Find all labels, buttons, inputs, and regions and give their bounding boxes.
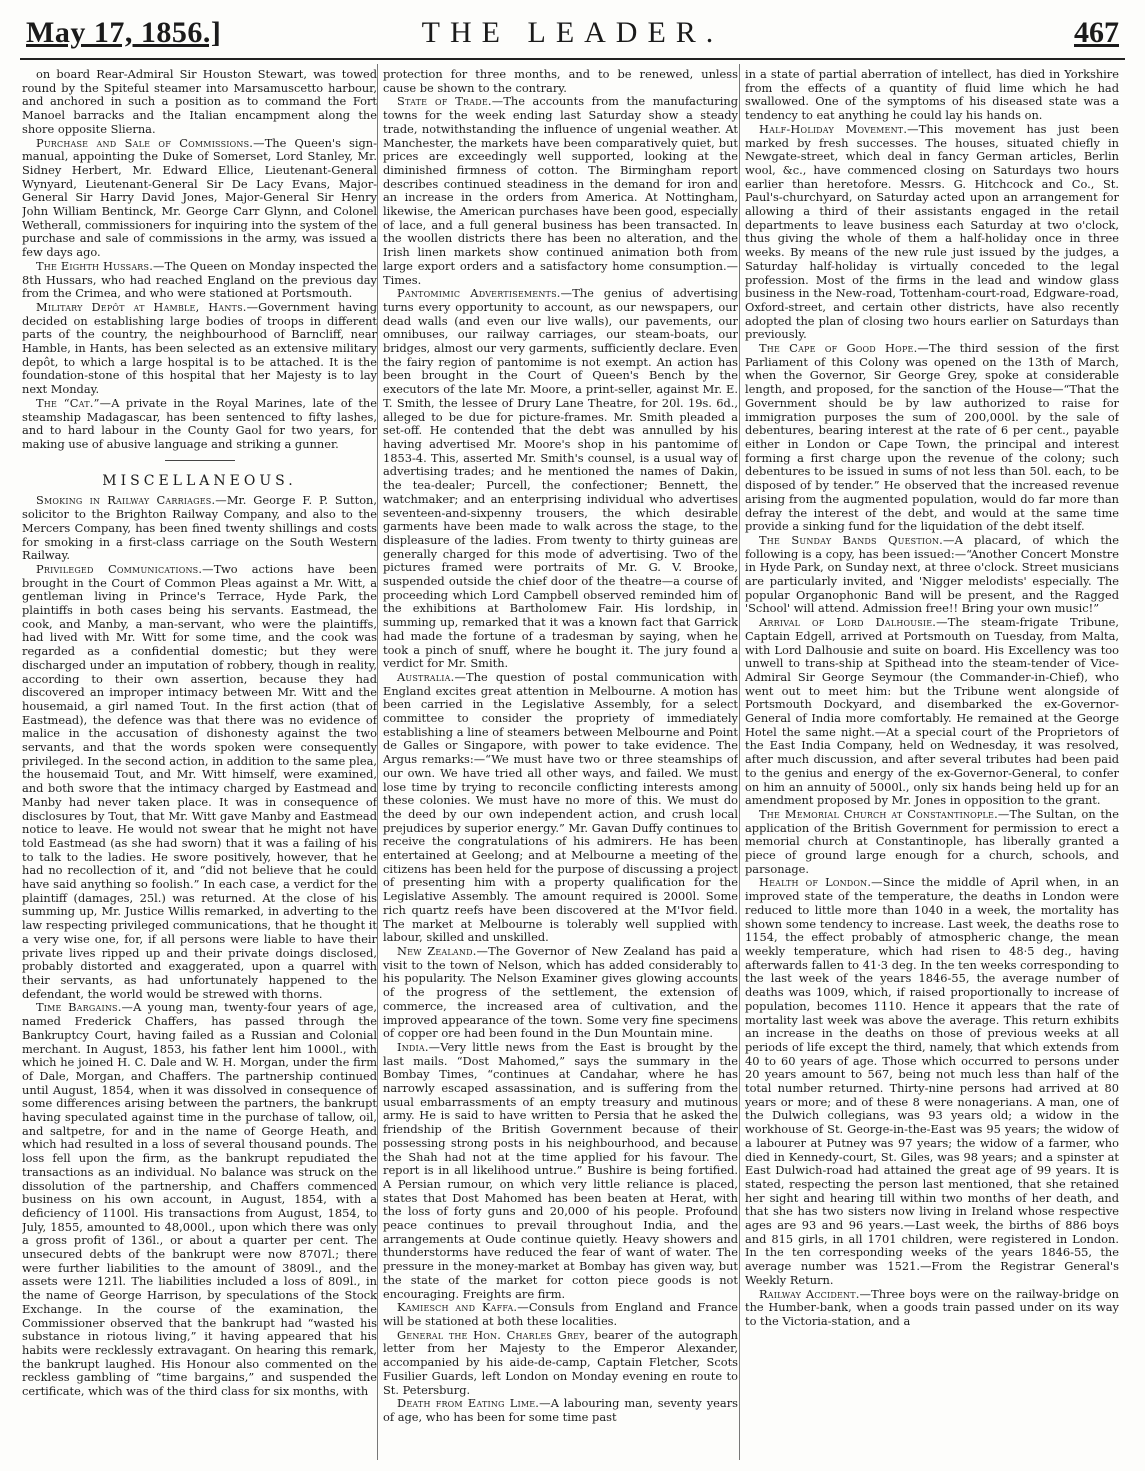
article-text: A young man, twenty-four years of age, named Frederick Chaffers, has passed through the Bankruptcy Court, having failed as a Russian and Colonial merchant. In August, 1853, his father lent him 1000l., with which he joined H. C. Dale and W. H. Morgan, under the firm of Dale, Morgan, and Chaffers. The partnership continued until August, 1854, when it was dissolved in consequence of some differences arising between the partners, the bankrupt having speculated against time in the purchase of tallow, oil, and saltpetre, for and in the name of George Heath, and which had resulted in a loss of several thousand pounds. The loss fell upon the firm, as the bankrupt repudiated the transactions as an individual. No balance was struck on the dissolution of the partnership, and Chaffers commenced business on his own account, in August, 1854, with a deficiency of 1100l. His transactions from August, 1854, to July, 1855, amounted to 48,000l., upon which there was only a gross profit of 136l., or about a quarter per cent. The unsecured debts of the bankrupt were now 8707l.; there were further liabilities to the amount of 3809l., and the assets were 121l. The liabilities included a loss of 809l., in the name of George Harrison, by speculations of the Stock Exchange. In the course of the examination, the Commissioner observed that the bankrupt had “wasted his substance in riotous living,” it having appeared that his habits were recklessly extravagant. On hearing this remark, the bankrupt laughed. His Honour also commented on the reckless gambling of “time bargains,” and suspended the certificate, which was of the third class for six months, with [22, 1000, 377, 1399]
article-text: A labouring man, seventy years of age, who has been for some time past [383, 1396, 738, 1424]
article-paragraph [383, 671, 738, 945]
article-heading: Australia.— [397, 669, 467, 684]
article-paragraph [745, 808, 1119, 877]
article-heading: Time Bargains.— [36, 1000, 134, 1015]
article-paragraph [745, 1288, 1119, 1329]
article-paragraph [22, 397, 377, 452]
column-divider [377, 64, 378, 1460]
article-heading: Half-Holiday Movement.— [759, 121, 919, 136]
article-heading: The Eighth Hussars.— [36, 258, 165, 273]
article-text: Since the middle of April when, in an improved state of the temperature, the deaths in London were reduced to little more than 1040 in a week, the mortality has shown some tendency to increase. Last week, the deaths rose to 1154, the effect probably of atmospheric change, the mean weekly temperature, which had risen to 48·5 deg., having afterwards fallen to 41·3 deg. In the ten weeks corresponding to the last week of the years 1846-55, the average number of deaths was 1009, which, if raised proportionally to increase of population, becomes 1110. Hence it appears that the rate of mortality last week was above the average. This return exhibits an increase in the deaths on those of previous weeks at all periods of life except the third, namely, that which extends from 40 to 60 years of age. Those which occurred to persons under 20 years amount to 567, being not much less than half of the total number returned. Thirty-nine persons had arrived at 80 years or more; and of these 8 were nonagerians. A man, one of the Dulwich collegians, was 93 years old; a widow in the workhouse of St. George-in-the-East was 95 years; the widow of a labourer at Putney was 97 years; the widow of a farmer, who died in Kennedy-court, St. Giles, was 98 years; and a spinster at East Dulwich-road had attained the great age of 99 years. It is stated, respecting the person last mentioned, that she retained her sight and hearing till within two months of her death, and that she has two sisters now living in Ireland whose respective ages are 93 and 96 years.—Last week, the births of 886 boys and 815 girls, in all 1701 children, were registered in London. In the ten corresponding weeks of the years 1846-55, the average number was 1521.—From the Registrar General's Weekly Return. [745, 875, 1119, 1287]
article-heading: Military Depôt at Hamble, Hants.— [36, 299, 259, 314]
article-paragraph [745, 876, 1119, 1287]
article-text: The steam-frigate Tribune, Captain Edgell, arrived at Portsmouth on Tuesday, from Malta, with Lord Dalhousie and suite on board. His Excellency was too unwell to trans-ship at Spithead into the steam-tender of Vice-Admiral Sir George Seymour (the Commander-in-Chief), who went out to meet him: but the Tribune went alongside of Portsmouth Dockyard, and disembarked the ex-Governor-General of India more comfortably. He remained at the George Hotel the same night.—At a special court of the Proprietors of the East India Company, held on Wednesday, it was resolved, after much discussion, and after several tributes had been paid to the genius and energy of the ex-Governor-General, to confer on him an annuity of 5000l., only six hands being held up for an amendment proposed by Mr. Jones in opposition to the grant. [745, 615, 1119, 808]
article-text: The question of postal communication with England excites great attention in Melbourne. A motion has been carried in the Legislative Assembly, for a select committee to consider the propriety of immediately establishing a line of steamers between Melbourne and Point de Galles or Singapore, with power to take evidence. The Argus remarks:—“We must have two or three steamships of our own. We have tried all other ways, and failed. We must lose time by trying to reconcile conflicting interests among these colonies. We must have no more of this. We must do the deed by our own independent action, and crush local prejudices by superior energy.” Mr. Gavan Duffy continues to receive the congratulations of his admirers. He has been entertained at Geelong; and at Melbourne a meeting of the citizens has been held for the purpose of discussing a project of presenting him with a property qualification for the Legislative Assembly. The amount required is 2000l. Some rich quartz reefs have been discovered at the M'Ivor field. The market at Melbourne is tolerably well supplied with labour, skilled and unskilled. [383, 669, 738, 945]
article-text: The Queen's sign-manual, appointing the Duke of Somerset, Lord Stanley, Mr. Sidney Herbert, Mr. Edward Ellice, Lieutenant-General Wynyard, Lieutenant-General Sir De Lacy Evans, Major-General Sir Harry David Jones, Major-General Sir Henry John William Bentinck, Mr. George Carr Glynn, and Colonel Wetherall, commissioners for inquiring into the system of the purchase and sale of commissions in the army, was issued a few days ago. [22, 135, 377, 260]
newspaper-title: THE LEADER. [421, 16, 724, 49]
article-heading: Arrival of Lord Dalhousie.— [759, 615, 948, 630]
article-paragraph [745, 123, 1119, 342]
article-text: The genius of advertising turns every opportunity to account, as our newspapers, our dead walls (and even our live walls), our pavements, our omnibuses, our railway carriages, our steam-boats, our bridges, almost our very garments, sufficiently declare. Even the fairy region of pantomime is not exempt. An action has been brought in the Court of Queen's Bench by the executors of the late Mr. Moore, a print-seller, against Mr. E. T. Smith, the lessee of Drury Lane Theatre, for 20l. 19s. 6d., alleged to be due for picture-frames. Mr. Smith pleaded a set-off. He contended that the debt was annulled by his having advertised Mr. Moore's shop in his pantomime of 1853-4. This, asserted Mr. Smith's counsel, is a usual way of advertising trades; and he mentioned the names of Dakin, the tea-dealer; Purcell, the confectioner; Bennett, the watchmaker; and an enterprising individual who advertises seventeen-and-sixpenny trousers, the which desirable garments have been made to walk across the stage, to the displeasure of the ladies. From twenty to thirty guineas are generally charged for this mode of advertising. Two of the pictures framed were portraits of Mr. G. V. Brooke, suspended outside the chief door of the theatre—a course of proceeding which Lord Campbell observed reminded him of the exhibitions at Bartholomew Fair. His lordship, in summing up, remarked that it was a known fact that Garrick had made the fortune of a tradesman by saying, when he took a pinch of snuff, where he bought it. The jury found a verdict for Mr. Smith. [383, 286, 738, 671]
article-text: The third session of the first Parliament of this Colony was opened on the 13th of March, when the Governor, Sir George Grey, spoke at considerable length, and proposed, for the sanction of the House—“That the Government should be by law authorized to raise for immigration purposes the sum of 200,000l. by the sale of debentures, bearing interest at the rate of 6 per cent., payable either in London or Cape Town, the principal and interest forming a first charge upon the revenue of the colony; such debentures to be issued in sums of not less than 50l. each, to be disposed of by tender.” He observed that the increased revenue arising from the augmented population, would do far more than defray the interest of the debt, and would at the same time provide a sinking fund for the liquidation of the debt itself. [745, 341, 1119, 534]
column-divider [739, 64, 740, 1460]
article-heading: Purchase and Sale of Commissions.— [36, 135, 265, 150]
article-text: The Sultan, on the application of the British Government for permission to erect a memorial church at Constantinople, has liberally granted a piece of ground large enough for a church, schools, and parsonage. [745, 806, 1119, 876]
header-rule [20, 58, 1125, 60]
article-paragraph [383, 945, 738, 1041]
article-heading: Health of London.— [759, 875, 883, 890]
section-heading: MISCELLANEOUS. [102, 472, 297, 489]
issue-date: May 17, 1856.] [26, 16, 222, 49]
article-text: Three boys were on the railway-bridge on the Humber-bank, when a goods train passed under on its way to the Victoria-station, and a [745, 1286, 1119, 1328]
article-text: protection for three months, and to be renewed, unless cause be shown to the contrary. [383, 68, 738, 95]
article-text: The Queen on Monday inspected the 8th Hussars, who had reached England on the previous day from the Crimea, and who were stationed at Portsmouth. [22, 258, 377, 301]
article-heading: The Cape of Good Hope.— [759, 341, 929, 356]
article-paragraph [383, 1301, 738, 1328]
section-rule [165, 460, 235, 461]
article-paragraph [22, 563, 377, 1002]
article-heading: Kamiesch and Kaffa.— [397, 1300, 529, 1315]
article-heading: The “Cat.”— [36, 395, 112, 410]
column-2 [383, 68, 738, 1460]
article-heading: The Sunday Bands Question.— [759, 532, 955, 547]
article-heading: New Zealand.— [397, 944, 489, 958]
article-paragraph [745, 342, 1119, 534]
article-paragraph [22, 137, 377, 260]
article-text: bearer of the autograph letter from her Majesty to the Emperor Alexander, accompanied by his aide-de-camp, Captain Fletcher, Scots Fusilier Guards, left London on Monday evening en route to St. Petersburg. [383, 1327, 738, 1397]
article-text: This movement has just been marked by fresh successes. The houses, situated chiefly in Newgate-street, which deal in fancy German articles, Berlin wool, &c., have commenced closing on Saturdays two hours earlier than heretofore. Messrs. G. Hitchcock and Co., St. Paul's-churchyard, on Saturday acted upon an arrangement for allowing a third of their assistants engaged in the retail departments to leave business each Saturday at two o'clock, thus giving the whole of them a half-holiday once in three weeks. By means of the new rule just issued by the judges, a Saturday half-holiday is virtually conceded to the legal profession. Most of the firms in the lead and window glass business in the New-road, Tottenham-court-road, Edgware-road, Oxford-street, and certain other districts, have also recently adopted the plan of closing two hours earlier on Saturdays than previously. [745, 121, 1119, 342]
article-text: Government having decided on establishing large bodies of troops in different parts of the country, the neighbourhood of Barncliff, near Hamble, in Hants, has been selected as an extensive military depôt, to which a large hospital is to be attached. It is the foundation-stone of this hospital that her Majesty is to lay next Monday. [22, 299, 377, 397]
article-paragraph [383, 95, 738, 287]
article-text: A private in the Royal Marines, late of the steamship Madagascar, has been sentenced to fifty lashes, and to hard labour in the County Gaol for two years, for making use of abusive language and striking a gunner. [22, 395, 377, 451]
article-paragraph [383, 1041, 738, 1301]
article-heading: Smoking in Railway Carriages.— [36, 493, 227, 508]
article-text: Consuls from England and France will be stationed at both these localities. [383, 1300, 738, 1328]
article-paragraph [745, 68, 1119, 123]
article-text: A placard, of which the following is a copy, has been issued:—“Another Concert Monstre in Hyde Park, on Sunday next, at three o'clock. Street musicians are particularly invited, and 'Nigger melodists' especially. The popular Organophonic Band will be present, and the Ragged 'School' will attend. Admission free!! Bring your own music!” [745, 532, 1119, 616]
article-paragraph [383, 1397, 738, 1424]
masthead [26, 14, 1119, 54]
article-text: Two actions have been brought in the Court of Common Pleas against a Mr. Witt, a gentleman living in Prince's Terrace, Hyde Park, the plaintiffs in both cases being his servants. Eastmead, the cook, and Manby, a man-servant, who were the plaintiffs, had lived with Mr. Witt for some time, and the cook was regarded as a confidential domestic; but they were discharged under an imputation of robbery, though in reality, according to their own assertion, because they had discovered an improper intimacy between Mr. Witt and the housemaid, a girl named Tout. In the first action (that of Eastmead), the defence was that there was no evidence of malice in the accusation of dishonesty against the two servants, and that the words spoken were consequently privileged. In the second action, in addition to the same plea, the housemaid Tout, and Mr. Witt himself, were examined, and both swore that the intimacy charged by Eastmead and Manby had never taken place. It was in consequence of disclosures by Tout, that Mr. Witt gave Manby and Eastmead notice to leave. He would not swear that he might not have told Eastmead (as she had sworn) that it was a failing of his to talk to the ladies. He swore positively, however, that he had no recollection of it, and “did not believe that he could have said anything so foolish.” In each case, a verdict for the plaintiff (damages, 25l.) was returned. At the close of his summing up, Mr. Justice Willis remarked, in adverting to the law respecting privileged communications, that he thought it a very wise one, for, if all persons were liable to have their private lives ripped up and their private doings disclosed, probably distorted and exaggerated, upon a quarrel with their servants, as had unfortunately happened to the defendant, the world would be strewed with thorns. [22, 561, 377, 1001]
article-paragraph [22, 494, 377, 563]
article-paragraph [22, 1001, 377, 1398]
column-1 [22, 68, 377, 1460]
article-heading: Death from Eating Lime.— [397, 1396, 551, 1411]
article-paragraph [22, 301, 377, 397]
article-heading: General the Hon. Charles Grey, [397, 1327, 595, 1342]
article-paragraph [22, 68, 377, 137]
article-paragraph [383, 68, 738, 95]
article-paragraph [383, 287, 738, 671]
article-paragraph [22, 260, 377, 301]
article-paragraph [383, 1329, 738, 1398]
article-heading: India.— [397, 1039, 441, 1054]
article-text: Very little news from the East is brought by the last mails. “Dost Mahomed,” says the summary in the Bombay Times, “continues at Candahar, where he has narrowly escaped assassination, and is suffering from the usual embarrassments of an empty treasury and mutinous army. He is said to have written to Persia that he asked the friendship of the British Government because of their possessing strong posts in his neighbourhood, and because the Shah had not at the time applied for his favour. The report is in all likelihood untrue.” Bushire is being fortified. A Persian rumour, on which very little reliance is placed, states that Dost Mahomed has been beaten at Herat, with the loss of forty guns and 20,000 of his people. Profound peace continues to prevail throughout India, and the arrangements at Oude continue quietly. Heavy showers and thunderstorms have reduced the fear of want of water. The pressure in the money-market at Bombay has given way, but the state of the market for cotton piece goods is not encouraging. Freights are firm. [383, 1039, 738, 1301]
article-text: in a state of partial aberration of intellect, has died in Yorkshire from the effects of a quantity of fluid lime which he had swallowed. One of the symptoms of his diseased state was a tendency to eat anything he could lay his hands on. [745, 68, 1119, 123]
article-text: The Governor of New Zealand has paid a visit to the town of Nelson, which has added considerably to his popularity. The Nelson Examiner gives glowing accounts of the progress of the settlement, the extension of commerce, the increased area of cultivation, and the improved appearance of the town. Some very fine specimens of copper ore had been found in the Dun Mountain mine. [383, 944, 738, 1041]
article-heading: Privileged Communications.— [36, 561, 214, 576]
article-heading: Pantomimic Advertisements.— [397, 286, 573, 301]
article-text: Mr. George F. P. Sutton, solicitor to the Brighton Railway Company, and also to the Mercers Company, has been fined twenty shillings and costs for smoking in a first-class carriage on the South Western Railway. [22, 493, 377, 563]
page-number: 467 [1074, 16, 1119, 49]
article-paragraph [745, 616, 1119, 808]
article-text: The accounts from the manufacturing towns for the week ending last Saturday show a steady trade, notwithstanding the influence of ungenial weather. At Manchester, the markets have been comparatively quiet, but prices are exceedingly well supported, looking at the diminished firmness of cotton. The Birmingham report describes continued steadiness in the demand for iron and an increase in the orders from America. At Nottingham, likewise, the American purchases have been good, especially of lace, and a full general business has been transacted. In the woollen districts there has been no alteration, and the Irish linen markets show continued animation both from large export orders and a satisfactory home consumption.—Times. [383, 94, 738, 287]
column-3 [745, 68, 1119, 1460]
article-heading: State of Trade.— [397, 94, 504, 109]
article-text: on board Rear-Admiral Sir Houston Stewart, was towed round by the Spiteful steamer into Marsamuscetto harbour, and anchored in such a position as to command the Fort Manoel barracks and the Italian encampment along the shore opposite Slierna. [22, 68, 377, 136]
article-heading: The Memorial Church at Constantinople.— [759, 806, 1010, 821]
article-paragraph [745, 534, 1119, 616]
article-heading: Railway Accident.— [759, 1286, 872, 1301]
section-heading-block [22, 460, 377, 489]
